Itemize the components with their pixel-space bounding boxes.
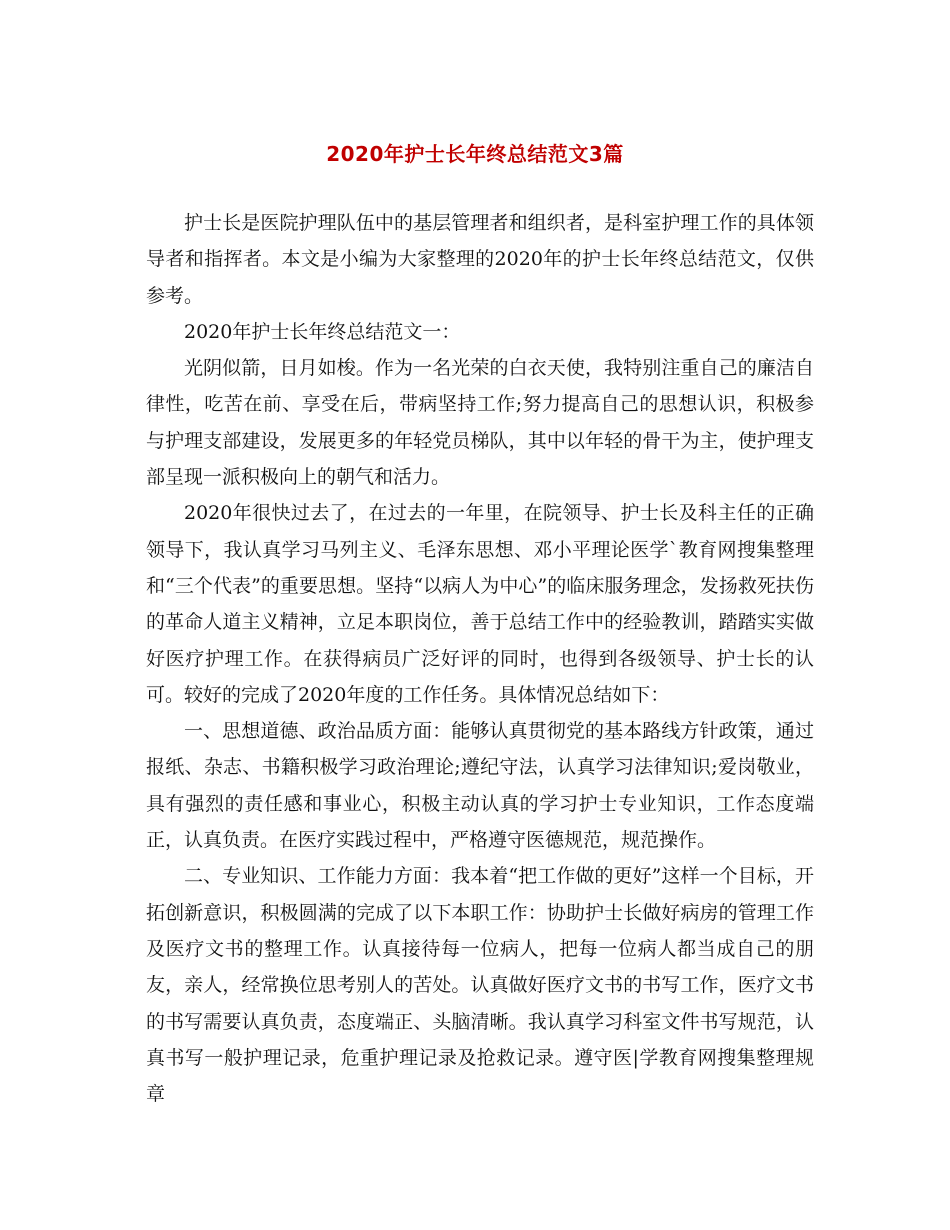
document-title: 2020年护士长年终总结范文3篇 <box>326 142 624 166</box>
paragraph-body: 一、思想道德、政治品质方面：能够认真贯彻党的基本路线方针政策，通过报纸、杂志、书籍积极学习政治理论;遵纪守法，认真学习法律知识;爱岗敬业，具有强烈的责任感和事业心，积极主动认真的学习护士专业知识，工作态度端正，认真负责。在医疗实践过程中，严格遵守医德规范，规范操作。 <box>146 720 814 852</box>
paragraph-intro: 护士长是医院护理队伍中的基层管理者和组织者，是科室护理工作的具体领导者和指挥者。本文是小编为大家整理的2020年的护士长年终总结范文，仅供参考。 <box>146 212 814 307</box>
paragraph-body: 2020年很快过去了，在过去的一年里，在院领导、护士长及科主任的正确领导下，我认真学习马列主义、毛泽东思想、邓小平理论医学`教育网搜集整理和“三个代表”的重要思想。坚持“以病人为中心”的临床服务理念，发扬救死扶伤的革命人道主义精神，立足本职岗位，善于总结工作中的经验教训，踏踏实实做好医疗护理工作。在获得病员广泛好评的同时，也得到各级领导、护士长的认可。较好的完成了2020年度的工作任务。具体情况总结如下： <box>146 502 814 706</box>
paragraph-body: 光阴似箭，日月如梭。作为一名光荣的白衣天使，我特别注重自己的廉洁自律性，吃苦在前、享受在后，带病坚持工作;努力提高自己的思想认识，积极参与护理支部建设，发展更多的年轻党员梯队，其中以年轻的骨干为主，使护理支部呈现一派积极向上的朝气和活力。 <box>146 357 814 489</box>
paragraph-body: 二、专业知识、工作能力方面：我本着“把工作做的更好”这样一个目标，开拓创新意识，积极圆满的完成了以下本职工作：协助护士长做好病房的管理工作及医疗文书的整理工作。认真接待每一位病人，把每一位病人都当成自己的朋友，亲人，经常换位思考别人的苦处。认真做好医疗文书的书写工作，医疗文书的书写需要认真负责，态度端正、头脑清晰。我认真学习科室文件书写规范，认真书写一般护理记录，危重护理记录及抢救记录。遵守医|学教育网搜集整理规章 <box>146 865 814 1106</box>
paragraph-heading-one: 2020年护士长年终总结范文一： <box>184 320 461 343</box>
document-body <box>146 205 814 1112</box>
